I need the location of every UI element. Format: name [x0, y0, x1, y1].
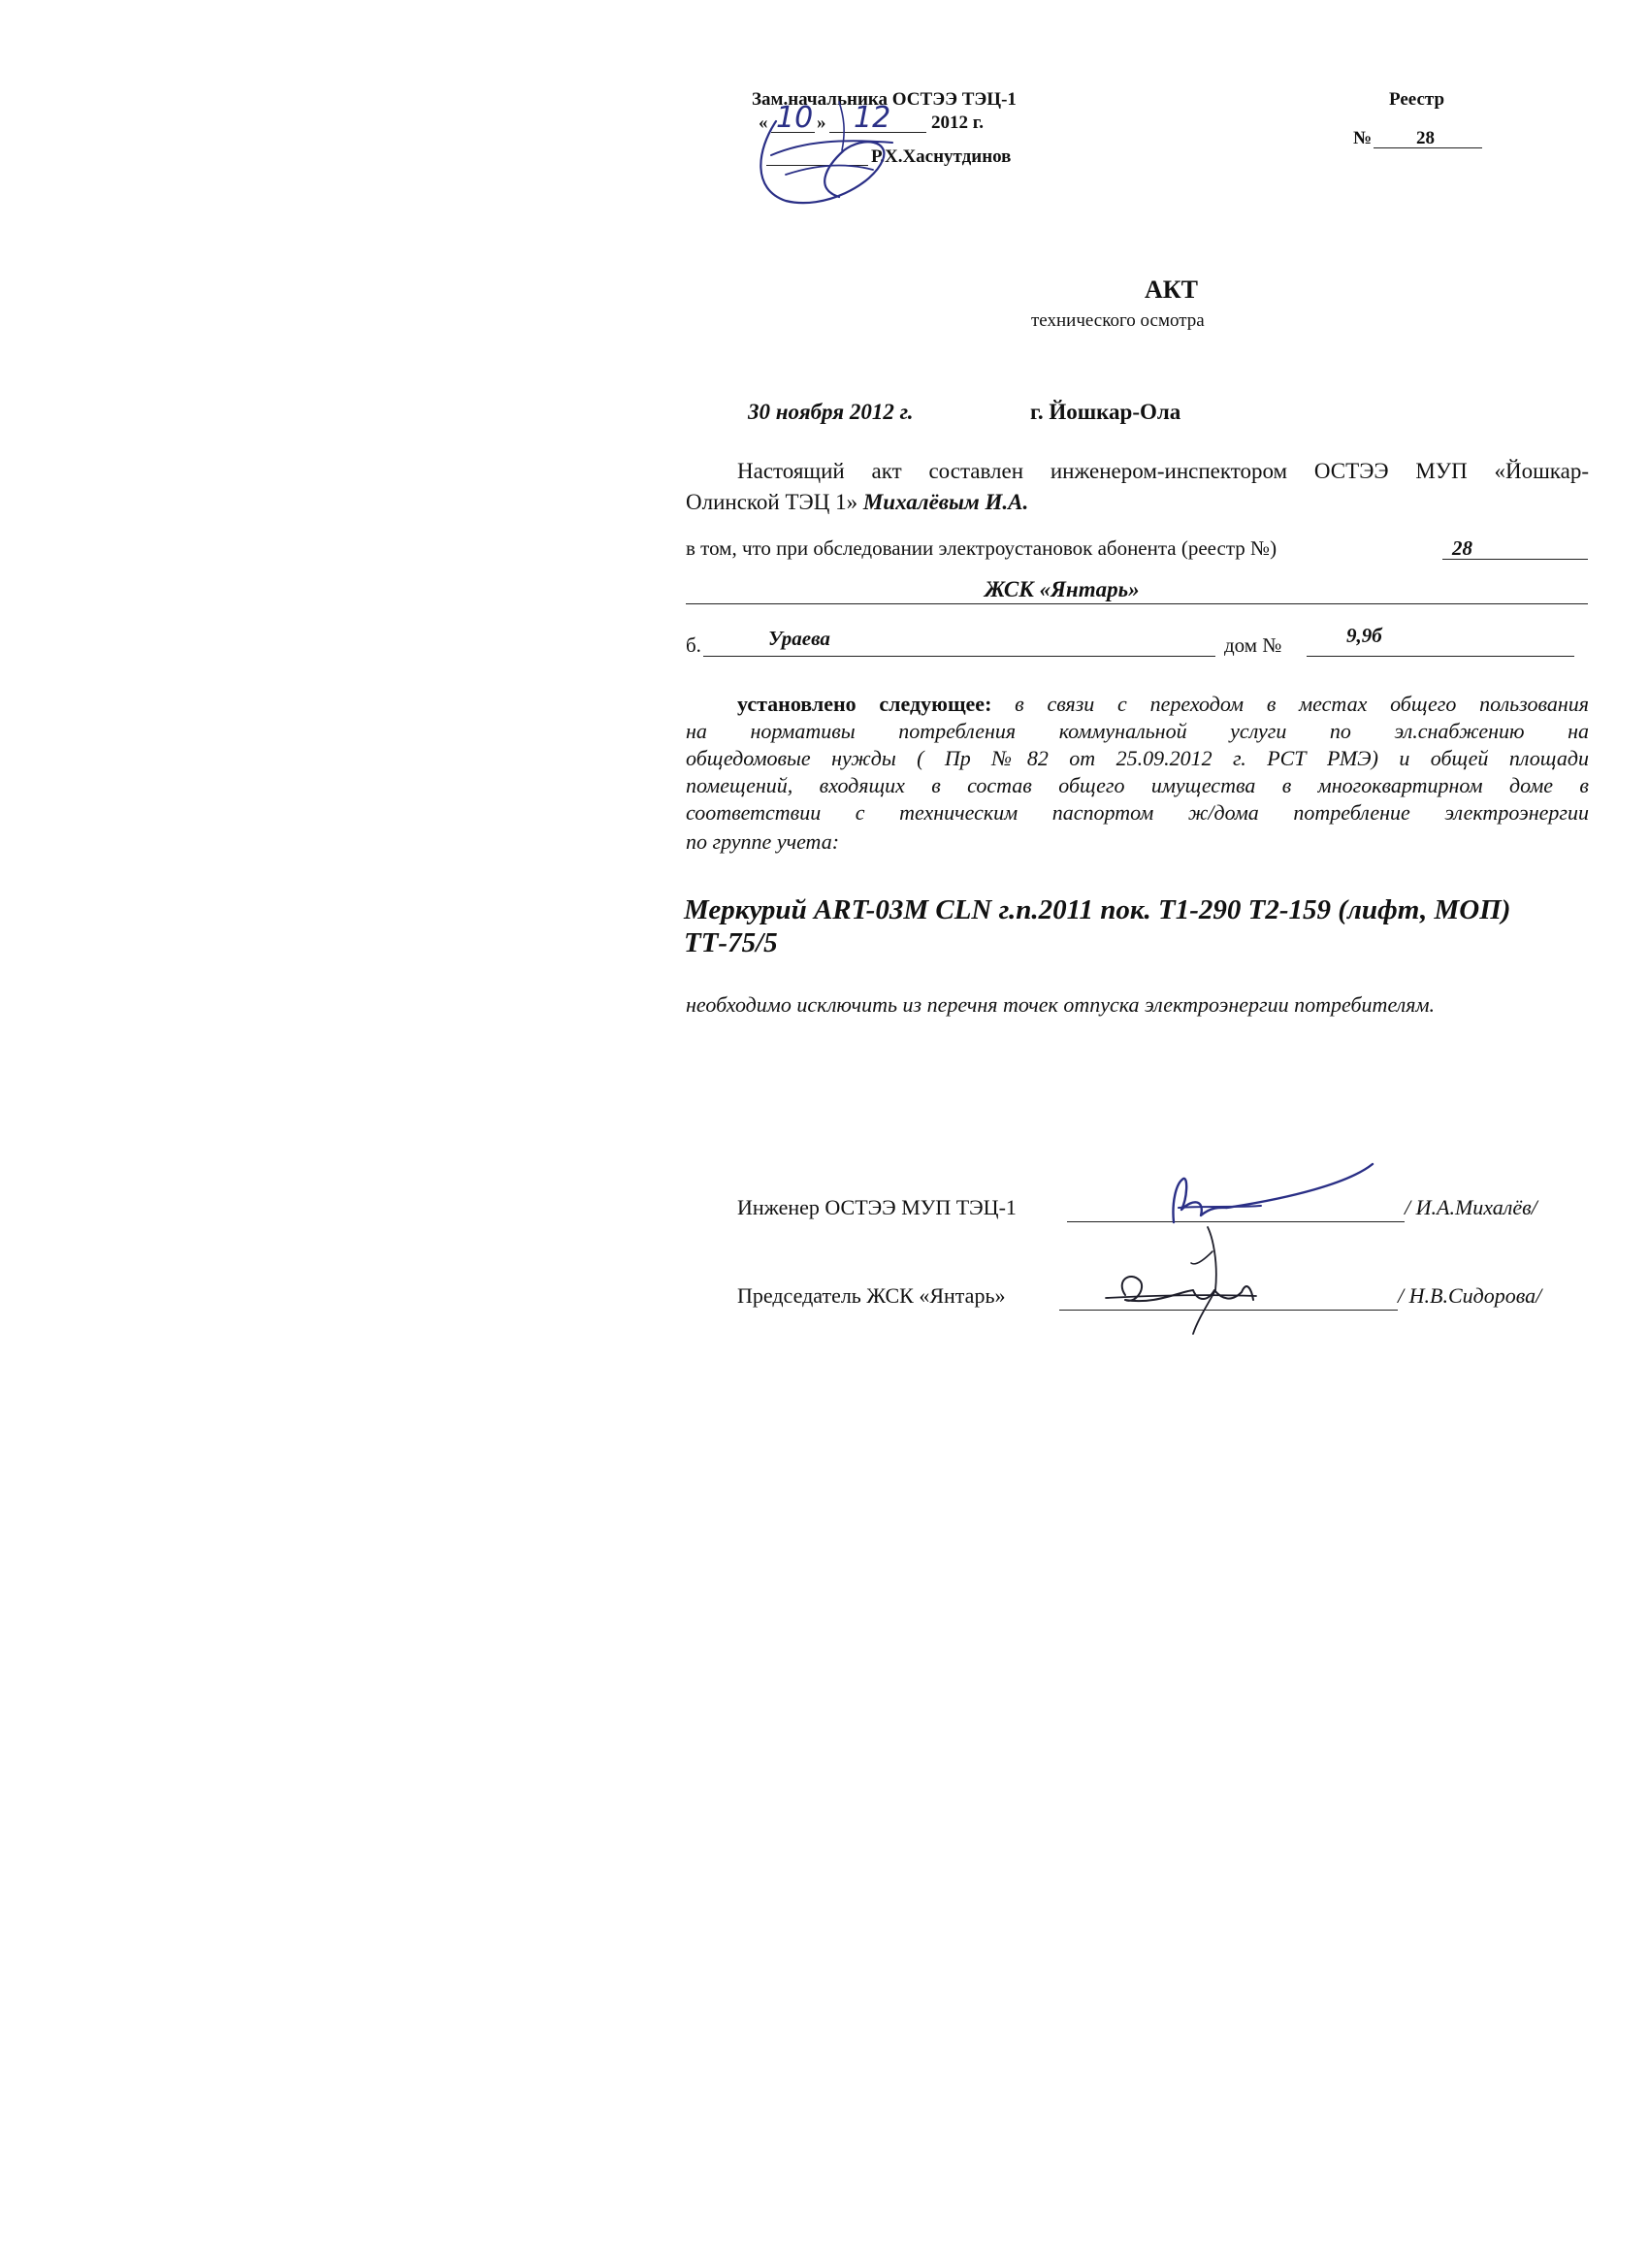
- inspection-registry-value: 28: [1452, 536, 1472, 560]
- house-prefix: дом №: [1224, 633, 1282, 657]
- act-city: г. Йошкар-Ола: [1030, 400, 1181, 424]
- house-number: 9,9б: [1346, 624, 1382, 647]
- approval-date-open-quote: «: [759, 113, 768, 133]
- approval-signature: [747, 82, 941, 218]
- registry-number-prefix: №: [1353, 128, 1373, 148]
- intro-line-2-text: Олинской ТЭЦ 1»: [686, 490, 863, 514]
- document-title: АКТ: [1145, 275, 1198, 304]
- registry-label: Реестр: [1389, 89, 1445, 110]
- conclusion-text: необходимо исключить из перечня точек отпуска электроэнергии потребителям.: [686, 992, 1436, 1017]
- findings-line-2: на нормативы потребления коммунальной услуги по эл.снабжению на: [686, 719, 1589, 743]
- subscriber-line: [686, 603, 1588, 604]
- street-prefix: б.: [686, 633, 701, 657]
- chairman-role: Председатель ЖСК «Янтарь»: [737, 1283, 1006, 1308]
- chairman-name: / Н.В.Сидорова/: [1398, 1283, 1542, 1308]
- registry-number: 28: [1416, 128, 1435, 148]
- findings-line-5: соответствии с техническим паспортом ж/дома потребление электроэнергии: [686, 800, 1589, 825]
- findings-line-3: общедомовые нужды ( Пр №82 от 25.09.2012 г. РСТ РМЭ) и общей площади: [686, 746, 1589, 770]
- findings-colon: :: [985, 692, 992, 716]
- chairman-signature: [1086, 1213, 1300, 1358]
- findings-line-6: по группе учета:: [686, 829, 840, 854]
- meter-line-1: Меркурий ART-03M CLN г.п.2011 пок. Т1-290 Т2-159 (лифт, МОП): [684, 894, 1511, 925]
- act-date: 30 ноября 2012 г.: [748, 400, 914, 424]
- approval-date-year: 2012 г.: [931, 113, 984, 133]
- inspection-prefix: в том, что при обследовании электроустановок абонента (реестр №): [686, 536, 1277, 560]
- findings-text-1: в связи с переходом в местах общего пользования: [1015, 692, 1590, 716]
- house-line: [1307, 656, 1574, 657]
- findings-line-4: помещений, входящих в состав общего имущества в многоквартирном доме в: [686, 773, 1589, 797]
- inspector-name: Михалёвым И.А.: [862, 490, 1029, 514]
- intro-line-1: Настоящий акт составлен инженером-инспектором ОСТЭЭ МУП «Йошкар-: [737, 459, 1589, 483]
- engineer-name: / И.А.Михалёв/: [1405, 1195, 1537, 1219]
- approval-date-day: 10: [776, 101, 814, 135]
- engineer-role: Инженер ОСТЭЭ МУП ТЭЦ-1: [737, 1195, 1017, 1219]
- street-line: [703, 656, 1215, 657]
- subscriber-name: ЖСК «Янтарь»: [985, 577, 1140, 601]
- street-name: Ураева: [768, 627, 830, 650]
- document-subtitle: технического осмотра: [1031, 310, 1205, 331]
- approval-name: Р.Х.Хаснутдинов: [871, 146, 1012, 167]
- approval-date-month: 12: [854, 101, 891, 135]
- findings-line-1: [737, 692, 1589, 717]
- meter-line-2: ТТ-75/5: [684, 927, 778, 958]
- findings-label: установлено следующее: [737, 692, 986, 716]
- approval-date-close-quote: »: [817, 113, 826, 133]
- intro-line-2: [686, 490, 1028, 515]
- approval-position: Зам.начальника ОСТЭЭ ТЭЦ-1: [752, 89, 1017, 110]
